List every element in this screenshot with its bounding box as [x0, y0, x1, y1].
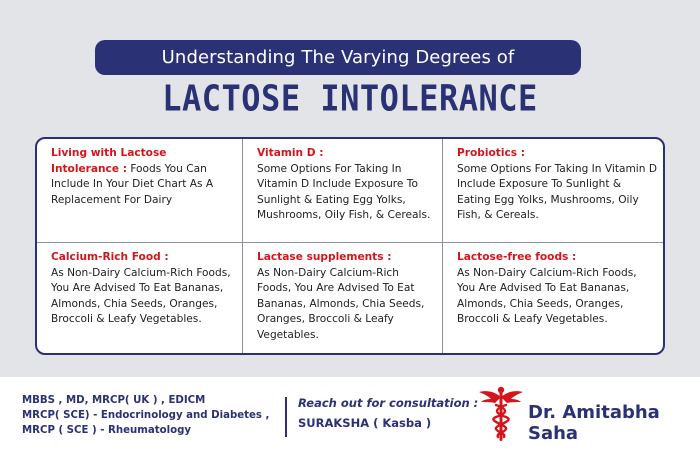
consultation-label: Reach out for consultation : — [298, 396, 479, 410]
card-heading: Lactase supplements : — [257, 251, 392, 263]
card-lactase-supplements — [242, 242, 442, 353]
card-living-with-lactose-intolerance — [37, 139, 242, 242]
footer-bar — [0, 377, 700, 451]
card-body: As Non-Dairy Calcium-Rich Foods, You Are Advised To Eat Bananas, Almonds, Chia Seeds, Oranges, Broccoli & Leafy Vegetables. — [457, 266, 637, 326]
brand-name: Dr. Amitabha Saha — [528, 402, 660, 444]
card-heading: Probiotics : — [457, 147, 525, 159]
card-heading: Lactose-free foods : — [457, 251, 577, 263]
card-heading: Calcium-Rich Food : — [51, 251, 169, 263]
info-grid — [35, 137, 665, 355]
card-vitamin-d — [242, 139, 442, 242]
card-lactose-free-foods — [442, 242, 663, 353]
card-body: As Non-Dairy Calcium-Rich Foods, You Are Advised To Eat Bananas, Almonds, Chia Seeds, Oranges, Broccoli & Leafy Vegetables. — [257, 266, 425, 341]
page-title: LACTOSE INTOLERANCE — [162, 76, 538, 120]
card-heading: Living with Lactose Intolerance : — [51, 147, 167, 175]
credential-line: MRCP ( SCE ) - Rheumatology — [22, 425, 192, 436]
consultation-place: SURAKSHA ( Kasba ) — [298, 416, 432, 430]
credential-line: MBBS , MD, MRCP( UK ) , EDICM — [22, 395, 206, 406]
subtitle-text: Understanding The Varying Degrees of — [161, 47, 515, 68]
doctor-credentials — [22, 393, 269, 438]
subtitle-banner — [95, 40, 581, 75]
card-body: Some Options For Taking In Vitamin D Include Exposure To Sunlight & Eating Egg Yolks, Mushrooms, Oily Fish, & Cereals. — [457, 162, 657, 222]
card-heading: Vitamin D : — [257, 147, 324, 159]
credential-line: MRCP( SCE) - Endocrinology and Diabetes , — [22, 410, 270, 421]
caduceus-icon — [478, 385, 524, 443]
card-body: Foods You Can Include In Your Diet Chart As A Replacement For Dairy — [51, 162, 214, 206]
card-calcium-rich-food — [37, 242, 242, 353]
card-probiotics — [442, 139, 663, 242]
footer-divider — [285, 397, 287, 437]
card-body: As Non-Dairy Calcium-Rich Foods, You Are Advised To Eat Bananas, Almonds, Chia Seeds, Oranges, Broccoli & Leafy Vegetables. — [51, 266, 231, 326]
consultation-info — [298, 396, 478, 430]
card-body: Some Options For Taking In Vitamin D Include Exposure To Sunlight & Eating Egg Yolks, Mushrooms, Oily Fish, & Cereals. — [257, 162, 431, 222]
